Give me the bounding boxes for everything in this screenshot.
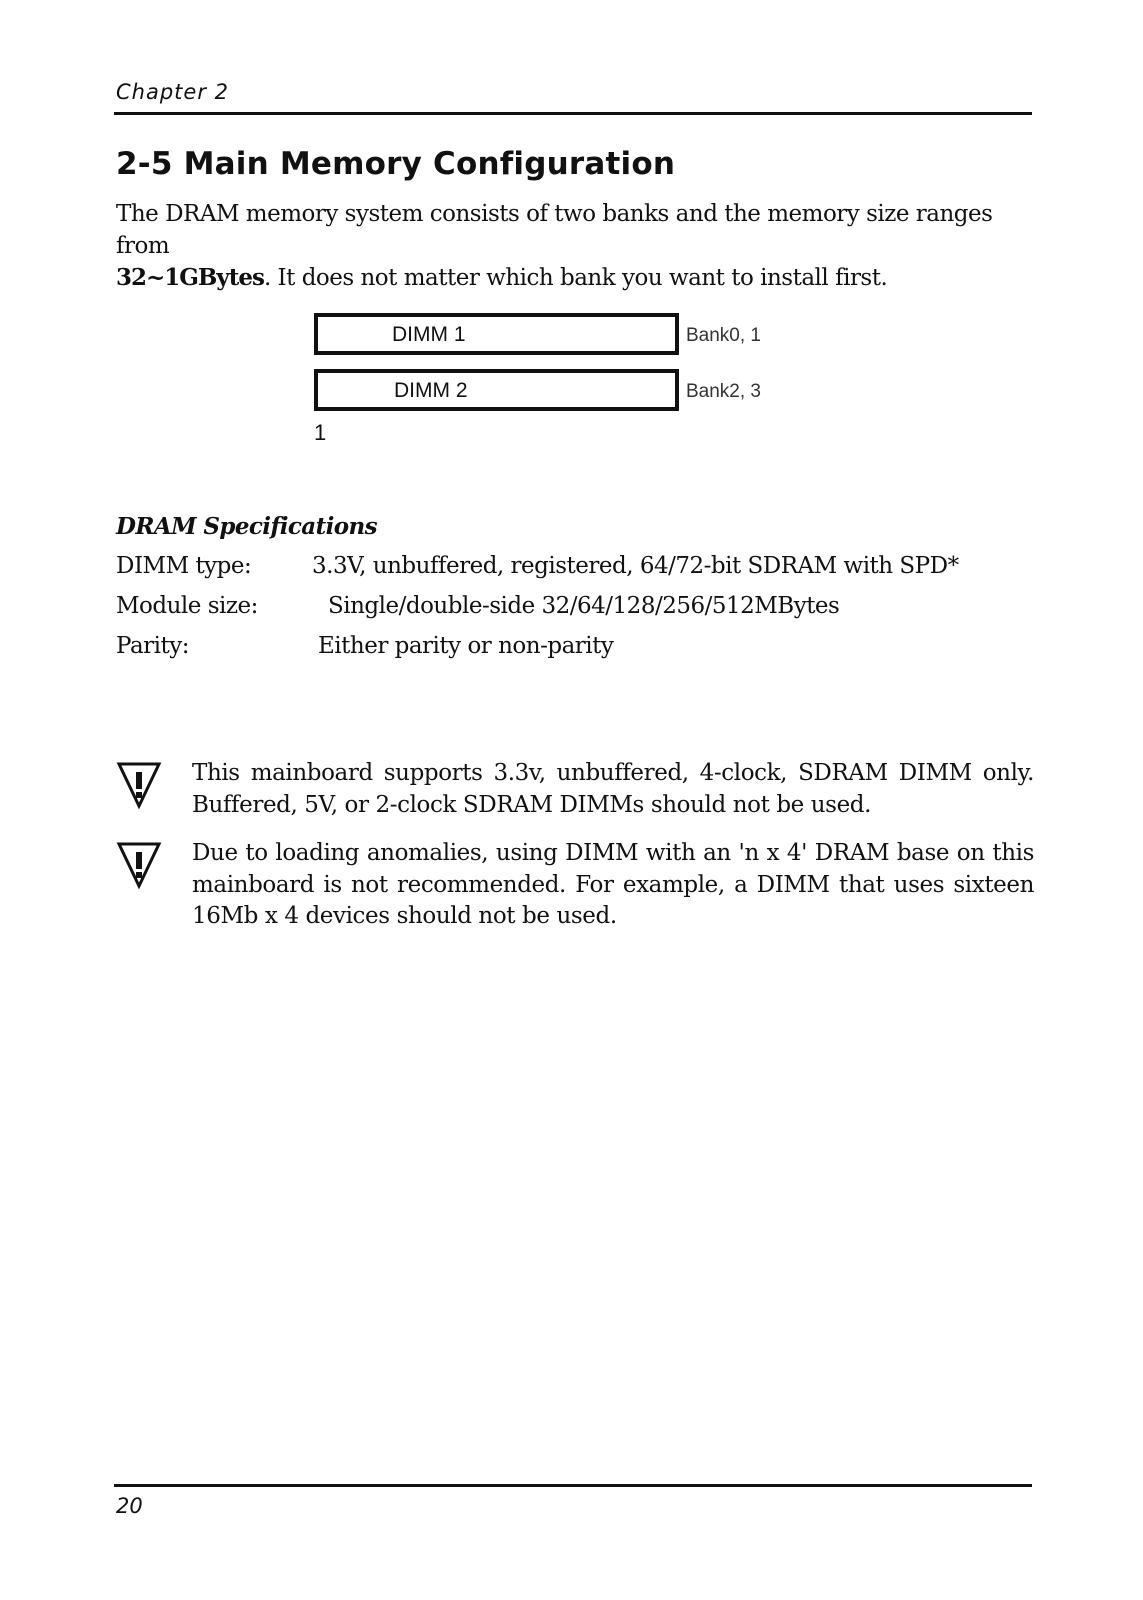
bank-label: Bank2, 3 [686,381,761,402]
intro-rest: . It does not matter which bank you want to install first. [263,265,888,291]
caution-note: This mainboard supports 3.3v, unbuffered, 4-clock, SDRAM DIMM only. Buffered, 5V, or 2-clock SDRAM DIMMs should not be used. [192,760,1034,818]
spec-title: DRAM Specifications [116,513,377,540]
bank-label: Bank0, 1 [686,325,761,346]
dimm-slot-label: DIMM 1 [392,323,466,346]
chapter-label: Chapter 2 [116,80,229,104]
caution-icon [116,840,162,890]
caution-icon [116,760,162,810]
caution-note: Due to loading anomalies, using DIMM with an 'n x 4' DRAM base on this mainboard is not recommended. For example, a DIMM that uses sixteen 16Mb x 4 devices should not be used. [192,840,1034,929]
spec-row-parity [116,633,1016,667]
spec-key: DIMM type: [116,553,252,579]
footer-rule [114,1484,1032,1487]
page-number: 20 [116,1494,143,1518]
dimm-slot-1 [314,313,679,355]
spec-row-dimm-type [116,553,1016,587]
spec-row-module-size [116,593,1016,627]
memory-range: 32~1GBytes [116,264,264,291]
section-title: 2-5 Main Memory Configuration [116,146,676,182]
spec-key: Parity: [116,633,189,659]
pin-1-label: 1 [314,420,327,445]
intro-paragraph [116,198,1036,294]
header-rule [114,112,1032,115]
intro-text: The DRAM memory system consists of two banks and the memory size ranges from [116,201,993,259]
spec-value: Either parity or non-parity [318,633,614,659]
spec-value: Single/double-side 32/64/128/256/512MBytes [328,593,840,619]
dimm-slot-2 [314,369,679,411]
dimm-slot-label: DIMM 2 [394,379,468,402]
spec-value: 3.3V, unbuffered, registered, 64/72-bit SDRAM with SPD* [312,553,959,579]
spec-key: Module size: [116,593,258,619]
